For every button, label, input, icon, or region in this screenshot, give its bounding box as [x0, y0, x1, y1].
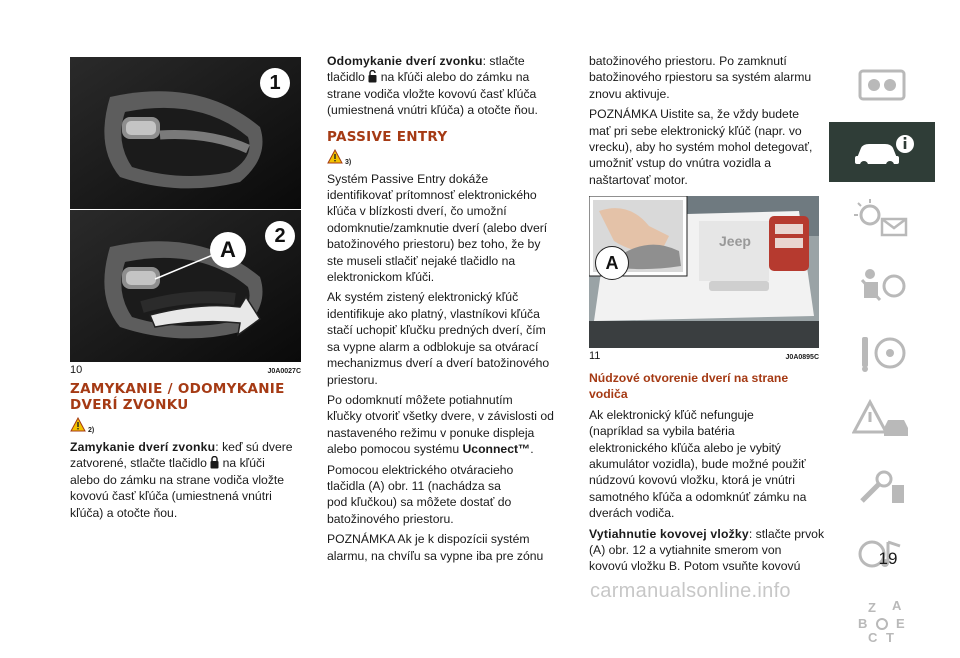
warning-reference — [327, 149, 567, 169]
callout-1 — [260, 68, 290, 98]
callout-a-label: A — [220, 237, 236, 262]
caption-number: 11 — [589, 350, 601, 362]
text-line: kľučky otvoriť všetky dvere, v závislosti od — [327, 409, 554, 424]
paragraph-passive-entry — [327, 171, 567, 286]
seatbelt-airbag-icon — [852, 264, 912, 308]
text-line: na kľúči alebo do zámku na — [380, 70, 530, 85]
paragraph-emergency — [589, 407, 825, 522]
callout-2 — [265, 221, 295, 251]
text-line: zatvorené, stlačte tlačidlo — [70, 456, 207, 471]
left-text-column — [70, 381, 306, 525]
text-line: Po odomknutí môžete potiahnutím — [327, 392, 513, 407]
text-line: batožinového priestoru) bez toho, že by — [327, 237, 541, 252]
index-letter: C — [868, 630, 878, 645]
text-line: naštartovať motor. — [589, 172, 688, 187]
text-line: kovovú vložku B. Potom vsuňte kovovú — [589, 559, 801, 574]
sidebar-item-emergency[interactable] — [829, 390, 935, 450]
section-title-line: ZAMYKANIE / ODOMYKANIE — [70, 381, 285, 397]
text-line: . — [530, 442, 534, 457]
paragraph-note-key — [589, 106, 825, 188]
text-line: mechanizmus dverí a dverí batožinového — [327, 356, 550, 371]
section-title-passive-entry: PASSIVE ENTRY — [327, 128, 448, 145]
paragraph-open-all-doors — [327, 392, 567, 458]
caption-code: J0A0027C — [267, 368, 301, 375]
callout-a — [595, 246, 629, 280]
wrench-steering-icon — [852, 331, 912, 375]
paragraph-valid-key — [327, 289, 567, 387]
figure-tailgate — [589, 196, 819, 348]
text-line: elektronickom kľúči. — [327, 270, 435, 285]
text-line: Systém Passive Entry dokáže — [327, 171, 489, 186]
sidebar-item-index[interactable] — [829, 591, 935, 651]
paragraph-tailgate-alarm — [589, 53, 825, 102]
callout-a — [210, 232, 246, 268]
text-line: núdzovú kovovú vložku, ktorá je vnútri — [589, 473, 795, 488]
warning-triangle-icon — [70, 417, 86, 432]
caption-number: 10 — [70, 364, 83, 376]
text-line: : stlačte — [482, 54, 525, 68]
text-line: : stlačte prvok — [748, 526, 825, 541]
warning-ref-number: 3) — [345, 158, 352, 166]
text-line: na kľúči — [222, 456, 265, 471]
car-dashboard-icon — [852, 65, 912, 105]
unlock-icon — [368, 70, 377, 83]
text-line: pod kľučkou) sa môžete dostať do — [327, 495, 512, 510]
text-line: Pomocou elektrického otváracieho — [327, 462, 514, 477]
watermark: carmanualsonline.info — [590, 580, 791, 602]
text-line: POZNÁMKA Ak je k dispozícii systém — [327, 532, 530, 547]
text-line: (napríklad sa vybila batéria — [589, 424, 735, 439]
section-title-lock-unlock — [70, 381, 306, 413]
text-line: znovu aktivuje. — [589, 86, 670, 101]
paragraph-tailgate-button — [327, 462, 567, 528]
caption-code: J0A0895C — [785, 354, 819, 361]
paragraph-pull-insert — [589, 526, 825, 575]
subsection-title-emergency: Núdzové otvorenie dverí na strane vodiča — [589, 371, 789, 402]
right-text-column-bottom — [589, 370, 825, 579]
index-letter: E — [896, 616, 905, 631]
text-line: batožinového priestoru. — [327, 511, 454, 526]
svg-text:Jeep: Jeep — [719, 233, 751, 249]
warning-reference — [70, 417, 306, 437]
text-line: Ak systém zistený elektronický kľúč — [327, 290, 519, 305]
text-line: priestoru. — [327, 372, 378, 387]
text-line: Ak elektronický kľúč nefunguje — [589, 407, 754, 422]
warning-triangle-icon — [327, 149, 343, 164]
text-line: ste museli stlačiť nejaké tlačidlo na — [327, 253, 516, 268]
text-line: odomknutie/zamknutie dverí (alebo dverí — [327, 220, 548, 235]
middle-text-column — [327, 53, 567, 568]
callout-1-label: 1 — [269, 71, 281, 94]
text-line: tlačidlo — [327, 70, 365, 85]
text-line: identifikovať prítomnosť elektronického — [327, 188, 537, 203]
lights-message-icon — [852, 197, 912, 241]
paragraph-note-alarm — [327, 531, 567, 564]
callout-a-label: A — [605, 252, 619, 273]
warning-car-icon — [852, 398, 912, 442]
figure-door-handle — [70, 57, 301, 362]
text-line: elektronického kľúča alebo je vybitý — [589, 440, 781, 455]
text-line: sa vypne alarm a odblokuje sa otvárací — [327, 339, 539, 354]
paragraph-lock-from-outside — [70, 439, 306, 521]
paragraph-lead: Odomykanie dverí zvonku — [327, 54, 483, 68]
callout-2-label: 2 — [274, 224, 286, 247]
section-title-line: DVERÍ ZVONKU — [70, 397, 189, 413]
figure-caption-11 — [589, 350, 819, 362]
text-line: : keď sú dvere — [215, 440, 293, 454]
text-line: tlačidla (A) obr. 11 (nachádza sa — [327, 478, 501, 493]
sidebar-item-service[interactable] — [829, 457, 935, 517]
text-line: (umiestnená vnútri kľúča) a otočte ňou. — [327, 103, 538, 118]
text-line: (A) obr. 12 a vytiahnite smerom von — [589, 543, 782, 558]
paragraph-lead: Zamykanie dverí zvonku — [70, 440, 216, 454]
text-line: alebo do zámku na strane vodiča vložte — [70, 472, 285, 487]
right-text-column-top — [589, 53, 825, 192]
uconnect-label: Uconnect™ — [462, 442, 531, 457]
text-line: nastaveného režimu v ponuke displeja — [327, 425, 535, 440]
text-line: batožinového rpiestoru sa systém alarmu — [589, 70, 812, 85]
page-number: 19 — [878, 549, 898, 568]
text-line: umožniť vstup do vnútra vozidla a — [589, 156, 772, 171]
figure-caption-10 — [70, 364, 301, 376]
sidebar-item-lights[interactable] — [829, 189, 935, 249]
index-letter: Z — [868, 600, 876, 615]
paragraph-unlock-from-outside — [327, 53, 567, 119]
text-line: kľúča v blízkosti dverí, čo umožní — [327, 204, 507, 219]
text-line: alarmu, na chvíľu sa vypne iba pre zónu — [327, 548, 544, 563]
paragraph-lead: Vytiahnutie kovovej vložky — [589, 526, 749, 541]
text-line: identifikuje ako platný, vlastníkovi kľúča — [327, 306, 540, 321]
text-line: kovovú časť kľúča (umiestnená vnútri — [70, 489, 272, 504]
text-line: mať pri sebe elektronický kľúč (napr. vo — [589, 123, 802, 138]
index-letter: B — [858, 616, 868, 631]
car-info-icon — [849, 132, 915, 172]
door-handle-photo — [70, 57, 301, 362]
text-line: akumulátor vozidla), bude možné použiť — [589, 457, 806, 472]
text-line: vrecku), aby ho systém mohol detegovať, — [589, 140, 813, 155]
sidebar-item-safety[interactable] — [829, 256, 935, 316]
text-line: kľúča) a otočte ňou. — [70, 505, 178, 520]
sidebar-item-dashboard[interactable] — [829, 55, 935, 115]
text-line: alebo pomocou systému — [327, 442, 463, 457]
service-tools-icon — [852, 465, 912, 509]
sidebar-item-car-info[interactable] — [829, 122, 935, 182]
text-line: POZNÁMKA Uistite sa, že vždy budete — [589, 107, 799, 122]
text-line: batožinového priestoru. Po zamknutí — [589, 54, 787, 68]
lock-icon — [210, 456, 219, 469]
text-line: stačí uchopiť kľučku predných dverí, čím — [327, 323, 546, 338]
index-letter: T — [886, 630, 894, 645]
text-line: samotného kľúča a odomknúť zámku na — [589, 489, 807, 504]
text-line: dverách vodiča. — [589, 506, 675, 521]
text-line: strane vodiča vložte kovovú časť kľúča — [327, 86, 537, 101]
warning-ref-number: 2) — [88, 427, 95, 434]
sidebar-item-driving[interactable] — [829, 323, 935, 383]
index-letter: A — [892, 598, 902, 613]
